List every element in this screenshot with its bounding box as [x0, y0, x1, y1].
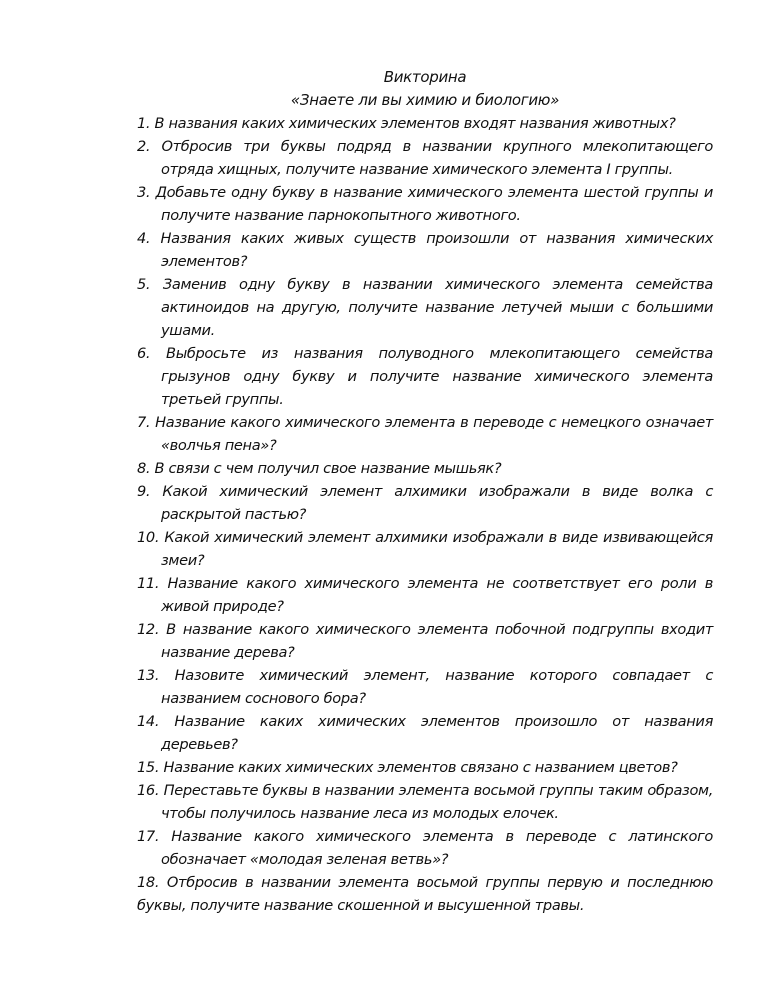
question-2: 2. Отбросив три буквы подряд в названии крупного млекопитающего отряда хищных, получите название химического элемента I группы. — [137, 138, 713, 178]
question-5: 5. Заменив одну букву в названии химического элемента семейства актиноидов на другую, получите название летучей мыши с большими ушами. — [137, 276, 713, 339]
question-9: 9. Какой химический элемент алхимики изображали в виде волка с раскрытой пастью? — [137, 483, 713, 523]
question-16: 16. Переставьте буквы в названии элемента восьмой группы таким образом, чтобы получилось название леса из молодых елочек. — [137, 782, 713, 822]
question-8: 8. В связи с чем получил свое название мышьяк? — [137, 460, 502, 477]
question-10: 10. Какой химический элемент алхимики изображали в виде извивающейся змеи? — [137, 529, 713, 569]
question-7: 7. Название какого химического элемента в переводе с немецкого означает «волчья пена»? — [137, 414, 713, 454]
question-1: 1. В названия каких химических элементов входят названия животных? — [137, 115, 676, 132]
question-18: 18. Отбросив в названии элемента восьмой группы первую и последнюю буквы, получите название скошенной и высушенной травы. — [137, 874, 713, 914]
document-page — [137, 66, 713, 917]
question-3: 3. Добавьте одну букву в название химического элемента шестой группы и получите название парнокопытного животного. — [137, 184, 713, 224]
question-6: 6. Выбросьте из названия полуводного млекопитающего семейства грызунов одну букву и получите название химического элемента третьей группы. — [137, 345, 713, 408]
question-12: 12. В название какого химического элемента побочной подгруппы входит название дерева? — [137, 621, 713, 661]
quiz-subtitle: «Знаете ли вы химию и биологию» — [290, 91, 560, 109]
question-14: 14. Название каких химических элементов произошло от названия деревьев? — [137, 713, 713, 753]
question-4: 4. Названия каких живых существ произошли от названия химических элементов? — [137, 230, 713, 270]
question-15: 15. Название каких химических элементов связано с названием цветов? — [137, 759, 678, 776]
question-11: 11. Название какого химического элемента не соответствует его роли в живой природе? — [137, 575, 713, 615]
question-17: 17. Название какого химического элемента в переводе с латинского обозначает «молодая зеленая ветвь»? — [137, 828, 713, 868]
question-13: 13. Назовите химический элемент, название которого совпадает с названием соснового бора? — [137, 667, 713, 707]
quiz-title: Викторина — [383, 68, 467, 86]
